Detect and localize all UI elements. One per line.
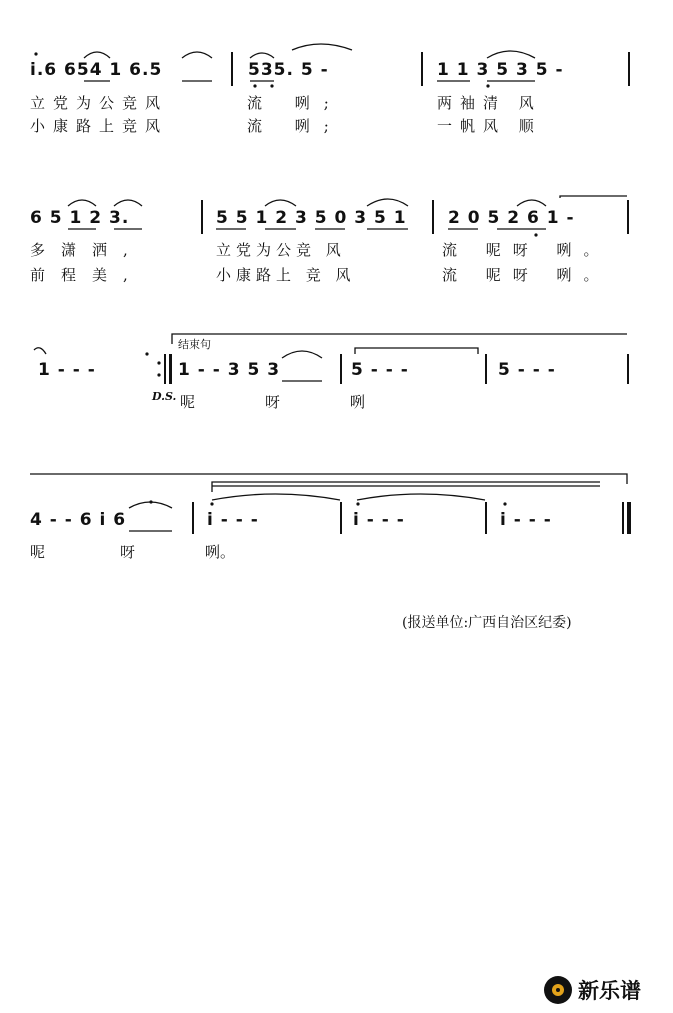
ds-mark: D.S. (152, 390, 177, 403)
row1-measure-1-notes: i.6 654 1 6.5 (30, 60, 163, 80)
row4-measure-4-notes: i - - - (500, 510, 552, 530)
row1-lyric-line2-b: 流 咧; (247, 117, 343, 135)
row4-lyric-1: 呢 (30, 543, 46, 561)
row2-lyric-line2-a: 前程美, (30, 266, 144, 284)
row1-lyric-line2-a: 小康路上竞风 (30, 117, 169, 135)
row4-lyric-2: 呀 (120, 543, 136, 561)
row2-measure-1-notes: 6 5 1 2 3. (30, 208, 130, 228)
row3-measure-2-notes: 1 - - 3 5 3 (178, 360, 281, 380)
brand-text: 新乐谱 (578, 979, 641, 1003)
row3-lyric-3: 咧 (350, 393, 366, 411)
coda-label: 结束句 (178, 338, 211, 351)
row3-measure-4-notes: 5 - - - (498, 360, 556, 380)
row2-lyric-line2-c: 流 呢呀 咧。 (442, 266, 611, 284)
row2-lyric-line2-b: 小康路上 竞 风 (216, 266, 356, 284)
brand-logo (544, 974, 664, 1008)
row1-lyric-line2-c: 一帆风 顺 (437, 117, 542, 135)
row1-lyric-line1-c: 两袖清 风 (437, 94, 542, 112)
vinyl-record-icon (544, 976, 572, 1004)
row2-measure-3-notes: 2 0 5 2 6 1 - (448, 208, 575, 228)
row2-lyric-line1-b: 立党为公竞 风 (216, 241, 346, 259)
row1-lyric-line1-a: 立党为公竞风 (30, 94, 169, 112)
row3-lyric-1: 呢 (180, 393, 196, 411)
row4-lyric-3: 咧。 (205, 543, 236, 561)
row2-lyric-line1-a: 多潇洒, (30, 241, 144, 259)
row4-measure-3-notes: i - - - (353, 510, 405, 530)
credit-line: (报送单位:广西自治区纪委) (402, 615, 572, 631)
row4-measure-2-notes: i - - - (207, 510, 259, 530)
row4-measure-1-notes: 4 - - 6 i 6 (30, 510, 127, 530)
row2-measure-2-notes: 5 5 1 2 3 5 0 3 5 1 (216, 208, 407, 228)
row1-measure-3-notes: 1 1 3 5 3 5 - (437, 60, 564, 80)
row3-measure-1-notes: 1 - - - (38, 360, 96, 380)
row1-lyric-line1-b: 流 咧; (247, 94, 343, 112)
row1-measure-2-notes: 535. 5 - (248, 60, 329, 80)
row3-lyric-2: 呀 (265, 393, 281, 411)
row2-lyric-line1-c: 流 呢呀 咧。 (442, 241, 611, 259)
row3-measure-3-notes: 5 - - - (351, 360, 409, 380)
